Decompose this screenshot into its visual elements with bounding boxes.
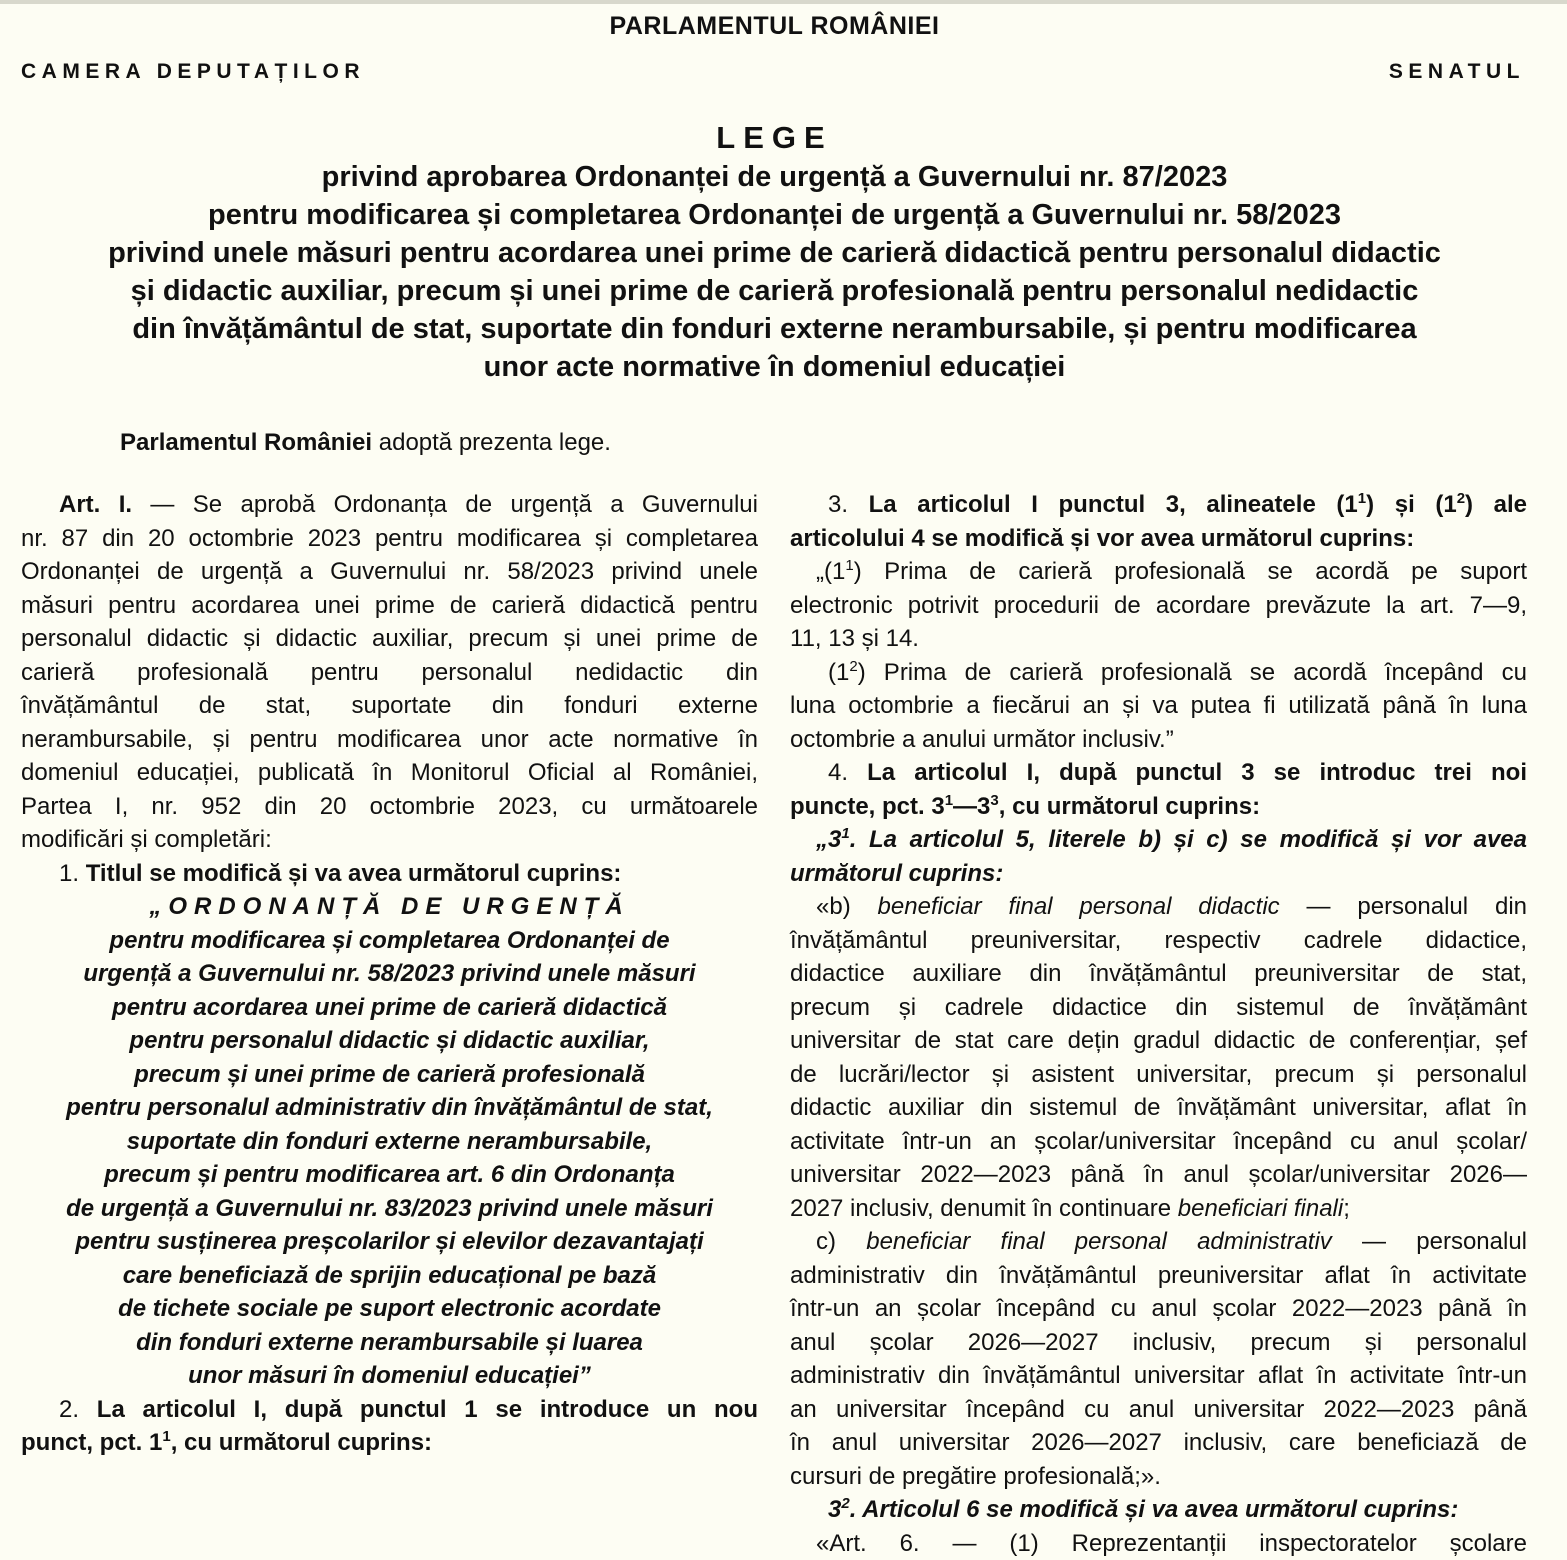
right-column (790, 488, 1527, 1560)
ordinance-title-line: precum și pentru modificarea art. 6 din Ordonanța (21, 1158, 758, 1192)
ordinance-title-line: care beneficiază de sprijin educațional pe bază (21, 1259, 758, 1293)
adoption-formula (120, 429, 611, 457)
paragraph-1-2: $(1^2)$ Prima de carieră profesională se acordă începând cu (790, 656, 1527, 690)
article-line: modificări și completări: (21, 823, 758, 857)
article-line: nr. 87 din 20 octombrie 2023 pentru modificarea și completarea (21, 522, 758, 556)
letter-c-line: cursuri de pregătire profesională;». (790, 1460, 1527, 1494)
ordinance-title-line: pentru modificarea și completarea Ordonanței de (21, 924, 758, 958)
ordinance-title-line: pentru acordarea unei prime de carieră didactică (21, 991, 758, 1025)
letter-b-line: universitar de stat care dețin gradul didactic de conferențiar, șef (790, 1024, 1527, 1058)
ordinance-title-line: pentru personalul administrativ din învățământul de stat, (21, 1091, 758, 1125)
article-line: carieră profesională pentru personalul nedidactic din (21, 656, 758, 690)
letter-b-line: didactic auxiliar din sistemul de învățământ universitar, aflat în (790, 1091, 1527, 1125)
article-line: Ordonanței de urgență a Guvernului nr. 58/2023 privind unele (21, 555, 758, 589)
ordinance-title-line: de urgență a Guvernului nr. 83/2023 privind unele măsuri (21, 1192, 758, 1226)
letter-c-line: anul școlar 2026—2027 inclusiv, precum și personalul (790, 1326, 1527, 1360)
law-title-line: din învățământul de stat, suportate din fonduri externe nerambursabile, și pentru modificarea (0, 310, 1549, 348)
point-4: 4. La articolul I, după punctul 3 se introduc trei noi (790, 756, 1527, 790)
letter-b-line: activitate într-un an școlar/universitar începând cu anul școlar/ (790, 1125, 1527, 1159)
letter-b-line: didactice auxiliare din învățământul preuniversitar de stat, (790, 957, 1527, 991)
point-2: 2. La articolul I, după punctul 1 se introduce un nou (21, 1393, 758, 1427)
paragraph-line: luna octombrie a fiecărui an și va putea fi utilizată până în luna (790, 689, 1527, 723)
adoption-text: adoptă prezenta lege. (372, 429, 611, 456)
chamber-deputies-label: CAMERA DEPUTAȚILOR (21, 60, 365, 84)
point-3-1: $„3^1$. La articolul 5, literele b) și c) se modifică și vor avea (790, 823, 1527, 857)
article-line: învățământul de stat, suportate din fonduri externe (21, 689, 758, 723)
letter-c-line: an universitar începând cu anul universitar 2022—2023 până (790, 1393, 1527, 1427)
ordinance-heading: „ORDONANȚĂ DE URGENȚĂ (21, 890, 758, 924)
article-line: Partea I, nr. 952 din 20 octombrie 2023, cu următoarele (21, 790, 758, 824)
ordinance-title-line: unor măsuri în domeniul educației” (21, 1359, 758, 1393)
paragraph-1-1: $„(1^1)$ Prima de carieră profesională se acordă pe suport (790, 555, 1527, 589)
article-line: nerambursabile, și pentru modificarea unor acte normative în (21, 723, 758, 757)
ordinance-title-line: urgență a Guvernului nr. 58/2023 privind unele măsuri (21, 957, 758, 991)
article-label: Art. I. (59, 491, 132, 518)
letter-c-line: administrativ din învățământul universitar aflat în activitate într-un (790, 1359, 1527, 1393)
senate-label: SENATUL (1389, 60, 1525, 84)
letter-c-line: într-un an școlar începând cu anul școlar 2022—2023 până în (790, 1292, 1527, 1326)
ordinance-title-line: din fonduri externe nerambursabile și luarea (21, 1326, 758, 1360)
ordinance-title-line: de tichete sociale pe suport electronic acordate (21, 1292, 758, 1326)
law-title-line: pentru modificarea și completarea Ordonanței de urgență a Guvernului nr. 58/2023 (0, 196, 1549, 234)
law-title-line: privind aprobarea Ordonanței de urgență a Guvernului nr. 87/2023 (0, 158, 1549, 196)
paragraph-line: electronic potrivit procedurii de acordare prevăzute la art. 7—9, (790, 589, 1527, 623)
ordinance-title-line: pentru personalul didactic și didactic auxiliar, (21, 1024, 758, 1058)
article-line: domeniul educației, publicată în Monitorul Oficial al României, (21, 756, 758, 790)
law-title (0, 158, 1549, 386)
point-1: 1. Titlul se modifică și va avea următorul cuprins: (21, 857, 758, 891)
ordinance-title-line: pentru susținerea preșcolarilor și elevilor dezavantajați (21, 1225, 758, 1259)
article-line: măsuri pentru acordarea unei prime de carieră didactică pentru (21, 589, 758, 623)
top-border (0, 0, 1567, 4)
law-kind-heading: LEGE (0, 120, 1549, 156)
article-line: Art. I. — Se aprobă Ordonanța de urgență a Guvernului (21, 488, 758, 522)
letter-c-line: în anul universitar 2026—2027 inclusiv, care beneficiază de (790, 1426, 1527, 1460)
law-title-line: și didactic auxiliar, precum și unei prime de carieră profesională pentru personalul nedidactic (0, 272, 1549, 310)
letter-b-line: 2027 inclusiv, denumit în continuare beneficiari finali; (790, 1192, 1527, 1226)
ordinance-title-line: suportate din fonduri externe nerambursabile, (21, 1125, 758, 1159)
letter-b: «b) beneficiar final personal didactic — personalul din (790, 890, 1527, 924)
article-6-line: «Art. 6. — (1) Reprezentanții inspectoratelor școlare (790, 1527, 1527, 1560)
paragraph-line: 11, 13 și 14. (790, 622, 1527, 656)
article-line: personalul didactic și didactic auxiliar, precum și unei prime de (21, 622, 758, 656)
point-3: 3. La articolul I punctul 3, alineatele $(1^1)$ și $(1^2)$ ale (790, 488, 1527, 522)
point-4-line: puncte, pct. $3^1—3^3$, cu următorul cuprins: (790, 790, 1527, 824)
point-2-line: punct, pct. $1^1$, cu următorul cuprins: (21, 1426, 758, 1460)
point-3-1-line: următorul cuprins: (790, 857, 1527, 891)
ordinance-title-line: precum și unei prime de carieră profesională (21, 1058, 758, 1092)
letter-c-line: administrativ din învățământul preuniversitar aflat în activitate (790, 1259, 1527, 1293)
law-title-line: privind unele măsuri pentru acordarea unei prime de carieră didactică pentru personalul didactic (0, 234, 1549, 272)
law-title-line: unor acte normative în domeniul educației (0, 348, 1549, 386)
letter-c: c) beneficiar final personal administrativ — personalul (790, 1225, 1527, 1259)
letter-b-line: universitar 2022—2023 până în anul școlar/universitar 2026— (790, 1158, 1527, 1192)
parliament-heading: PARLAMENTUL ROMÂNIEI (0, 12, 1549, 41)
letter-b-line: precum și cadrele didactice din sistemul de învățământ (790, 991, 1527, 1025)
adoption-subject: Parlamentul României (120, 429, 372, 456)
paragraph-line: octombrie a anului următor inclusiv.” (790, 723, 1527, 757)
point-3-line: articolului 4 se modifică și vor avea următorul cuprins: (790, 522, 1527, 556)
letter-b-line: învățământul preuniversitar, respectiv cadrele didactice, (790, 924, 1527, 958)
letter-b-line: de lucrări/lector și asistent universitar, precum și personalul (790, 1058, 1527, 1092)
left-column (21, 488, 758, 1460)
point-3-2: $3^2$. Articolul 6 se modifică și va avea următorul cuprins: (790, 1493, 1527, 1527)
